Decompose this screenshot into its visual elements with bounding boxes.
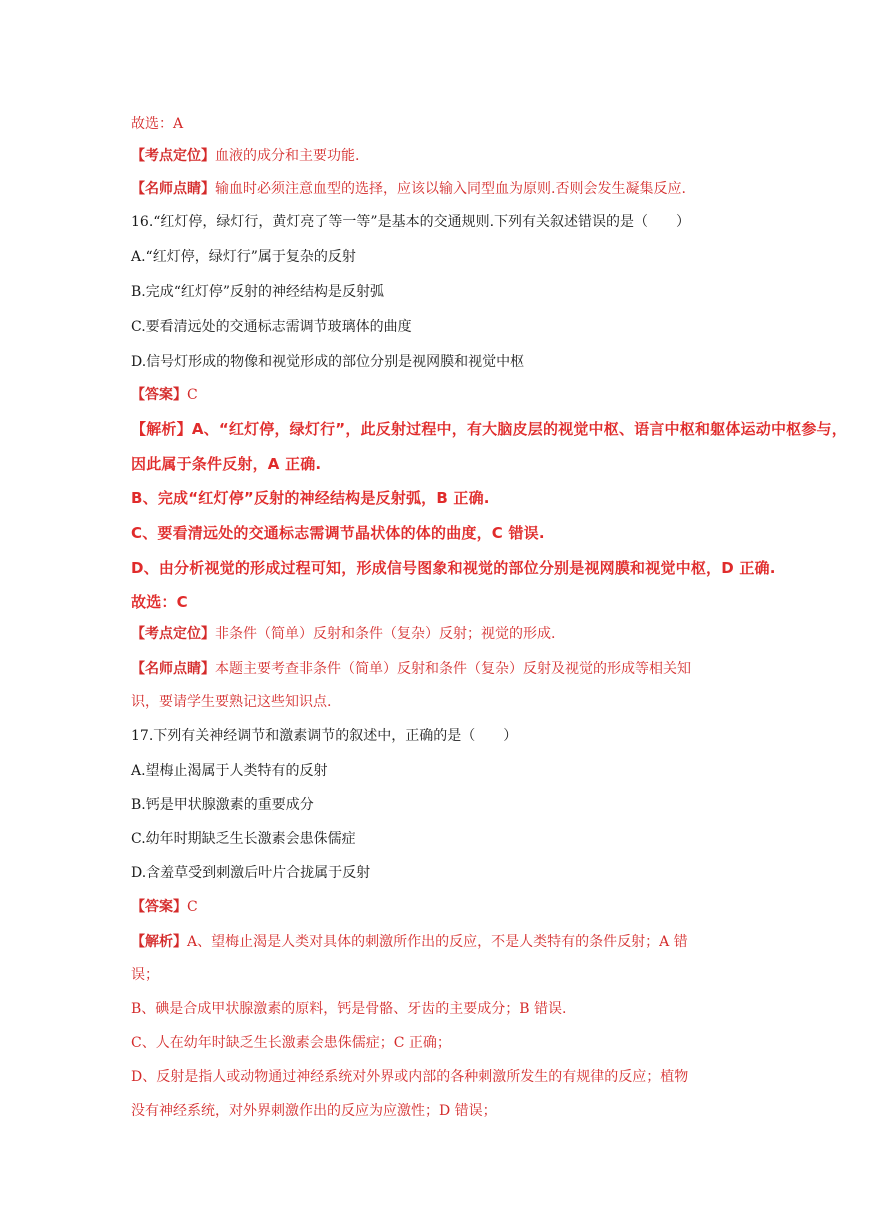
analysis-tag: 【解析】 [131, 934, 187, 950]
mingshi-text: 输血时必须注意血型的选择，应该以输入同型血为原则.否则会发生凝集反应. [215, 181, 686, 197]
q16-stem: 16.“红灯停，绿灯行，黄灯亮了等一等”是基本的交通规则.下列有关叙述错误的是（ ） [131, 214, 691, 230]
analysis-tag: 【解析】 [131, 420, 192, 438]
mingshi-tag: 【名师点睛】 [131, 181, 215, 197]
analysis-text: A、望梅止渴是人类对具体的刺激所作出的反应，不是人类特有的条件反射；A 错 [187, 934, 688, 950]
q17-analysis-line-4: C、人在幼年时缺乏生长激素会患侏儒症；C 正确； [131, 1035, 451, 1051]
q16-choice: 故选：C [131, 593, 188, 611]
q17-option-d: D.含羞草受到刺激后叶片合拢属于反射 [131, 865, 371, 881]
q17-analysis-line-2: 误； [131, 967, 159, 983]
kaodian-text: 非条件（简单）反射和条件（复杂）反射；视觉的形成. [215, 626, 556, 642]
answer-tag: 【答案】 [131, 899, 187, 915]
q17-stem: 17.下列有关神经调节和激素调节的叙述中，正确的是（ ） [131, 728, 518, 744]
q16-kaodian [131, 624, 555, 644]
q16-option-d: D.信号灯形成的物像和视觉形成的部位分别是视网膜和视觉中枢 [131, 354, 525, 370]
q16-option-b: B.完成“红灯停”反射的神经结构是反射弧 [131, 284, 385, 300]
q16-option-a: A.“红灯停，绿灯行”属于复杂的反射 [131, 249, 356, 265]
q17-option-c: C.幼年时期缺乏生长激素会患侏儒症 [131, 831, 356, 847]
q16-analysis-line-2: 因此属于条件反射，A 正确. [131, 455, 322, 473]
q16-answer [131, 385, 198, 405]
q17-answer [131, 897, 198, 917]
q17-option-b: B.钙是甲状腺激素的重要成分 [131, 797, 314, 813]
q16-mingshi [131, 659, 691, 679]
q17-analysis-line-5: D、反射是指人或动物通过神经系统对外界或内部的各种刺激所发生的有规律的反应；植物 [131, 1069, 689, 1085]
q16-analysis-line-5: D、由分析视觉的形成过程可知，形成信号图象和视觉的部位分别是视网膜和视觉中枢，D 正确. [131, 559, 776, 577]
prev-choice: 故选：A [131, 116, 184, 132]
q16-analysis-line-3: B、完成“红灯停”反射的神经结构是反射弧，B 正确. [131, 489, 490, 507]
answer-value: C [187, 899, 198, 915]
q16-mingshi-line-2: 识，要请学生要熟记这些知识点. [131, 694, 332, 710]
q16-option-c: C.要看清远处的交通标志需调节玻璃体的曲度 [131, 319, 412, 335]
q17-analysis-line-1 [131, 932, 688, 952]
kaodian-text: 血液的成分和主要功能. [215, 148, 360, 164]
analysis-text: A、“红灯停，绿灯行”，此反射过程中，有大脑皮层的视觉中枢、语言中枢和躯体运动中枢参与， [191, 420, 847, 438]
prev-mingshi [131, 179, 686, 199]
answer-tag: 【答案】 [131, 387, 187, 403]
answer-value: C [187, 387, 198, 403]
prev-kaodian [131, 146, 359, 166]
kaodian-tag: 【考点定位】 [131, 148, 215, 164]
mingshi-tag: 【名师点睛】 [131, 661, 215, 677]
q17-analysis-line-3: B、碘是合成甲状腺激素的原料，钙是骨骼、牙齿的主要成分；B 错误. [131, 1001, 567, 1017]
kaodian-tag: 【考点定位】 [131, 626, 215, 642]
q17-analysis-line-6: 没有神经系统，对外界刺激作出的反应为应激性；D 错误； [131, 1103, 497, 1119]
q16-analysis-line-1 [131, 419, 847, 439]
q16-analysis-line-4: C、要看清远处的交通标志需调节晶状体的体的曲度，C 错误. [131, 524, 545, 542]
mingshi-text: 本题主要考查非条件（简单）反射和条件（复杂）反射及视觉的形成等相关知 [215, 661, 691, 677]
q17-option-a: A.望梅止渴属于人类特有的反射 [131, 763, 328, 779]
